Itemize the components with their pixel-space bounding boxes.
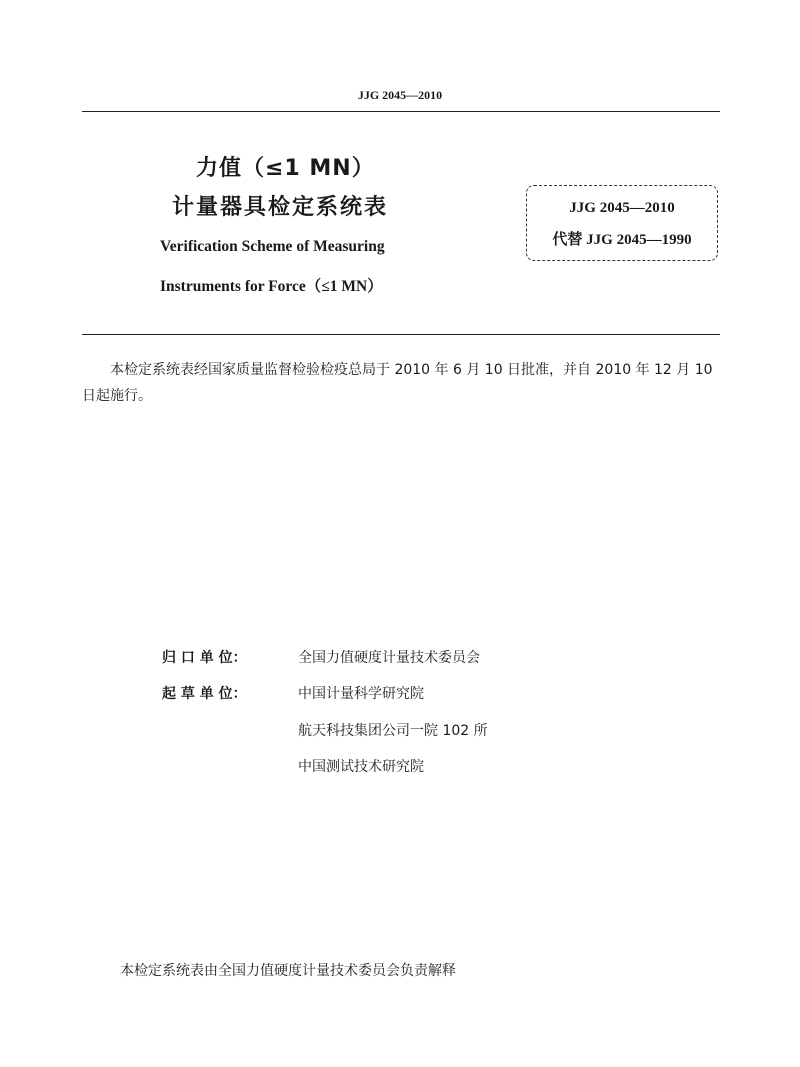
approval-statement: 本检定系统表经国家质量监督检验检疫总局于 2010 年 6 月 10 日批准，并自 2010 年 12 月 10 日起施行。	[82, 362, 713, 404]
header-standard-code: JJG 2045—2010	[357, 88, 443, 102]
title-cn-line-2: 计量器具检定系统表	[172, 195, 389, 220]
drafting-unit-value-2: 航天科技集团公司一院 102 所	[298, 723, 488, 739]
standard-number: JJG 2045—2010	[569, 200, 675, 216]
title-cn-line-1: 力值（≤1 MN）	[196, 156, 375, 181]
responsible-unit-row	[162, 647, 480, 667]
title-en-line-1: Verification Scheme of Measuring	[160, 238, 385, 255]
replaces-standard: 代替 JJG 2045—1990	[552, 232, 692, 248]
drafting-unit-value-3: 中国测试技术研究院	[298, 759, 424, 775]
title-en-line-2: Instruments for Force（≤1 MN）	[160, 278, 383, 295]
header-divider	[82, 111, 720, 112]
responsible-unit-value: 全国力值硬度计量技术委员会	[298, 650, 480, 666]
standard-number-box	[526, 185, 718, 261]
responsible-unit-label: 归 口 单 位：	[162, 650, 247, 666]
title-divider	[82, 334, 720, 335]
drafting-unit-label: 起 草 单 位：	[162, 686, 247, 702]
interpretation-note: 本检定系统表由全国力值硬度计量技术委员会负责解释	[120, 963, 456, 979]
drafting-unit-row	[162, 683, 424, 703]
drafting-unit-value-1: 中国计量科学研究院	[298, 686, 424, 702]
